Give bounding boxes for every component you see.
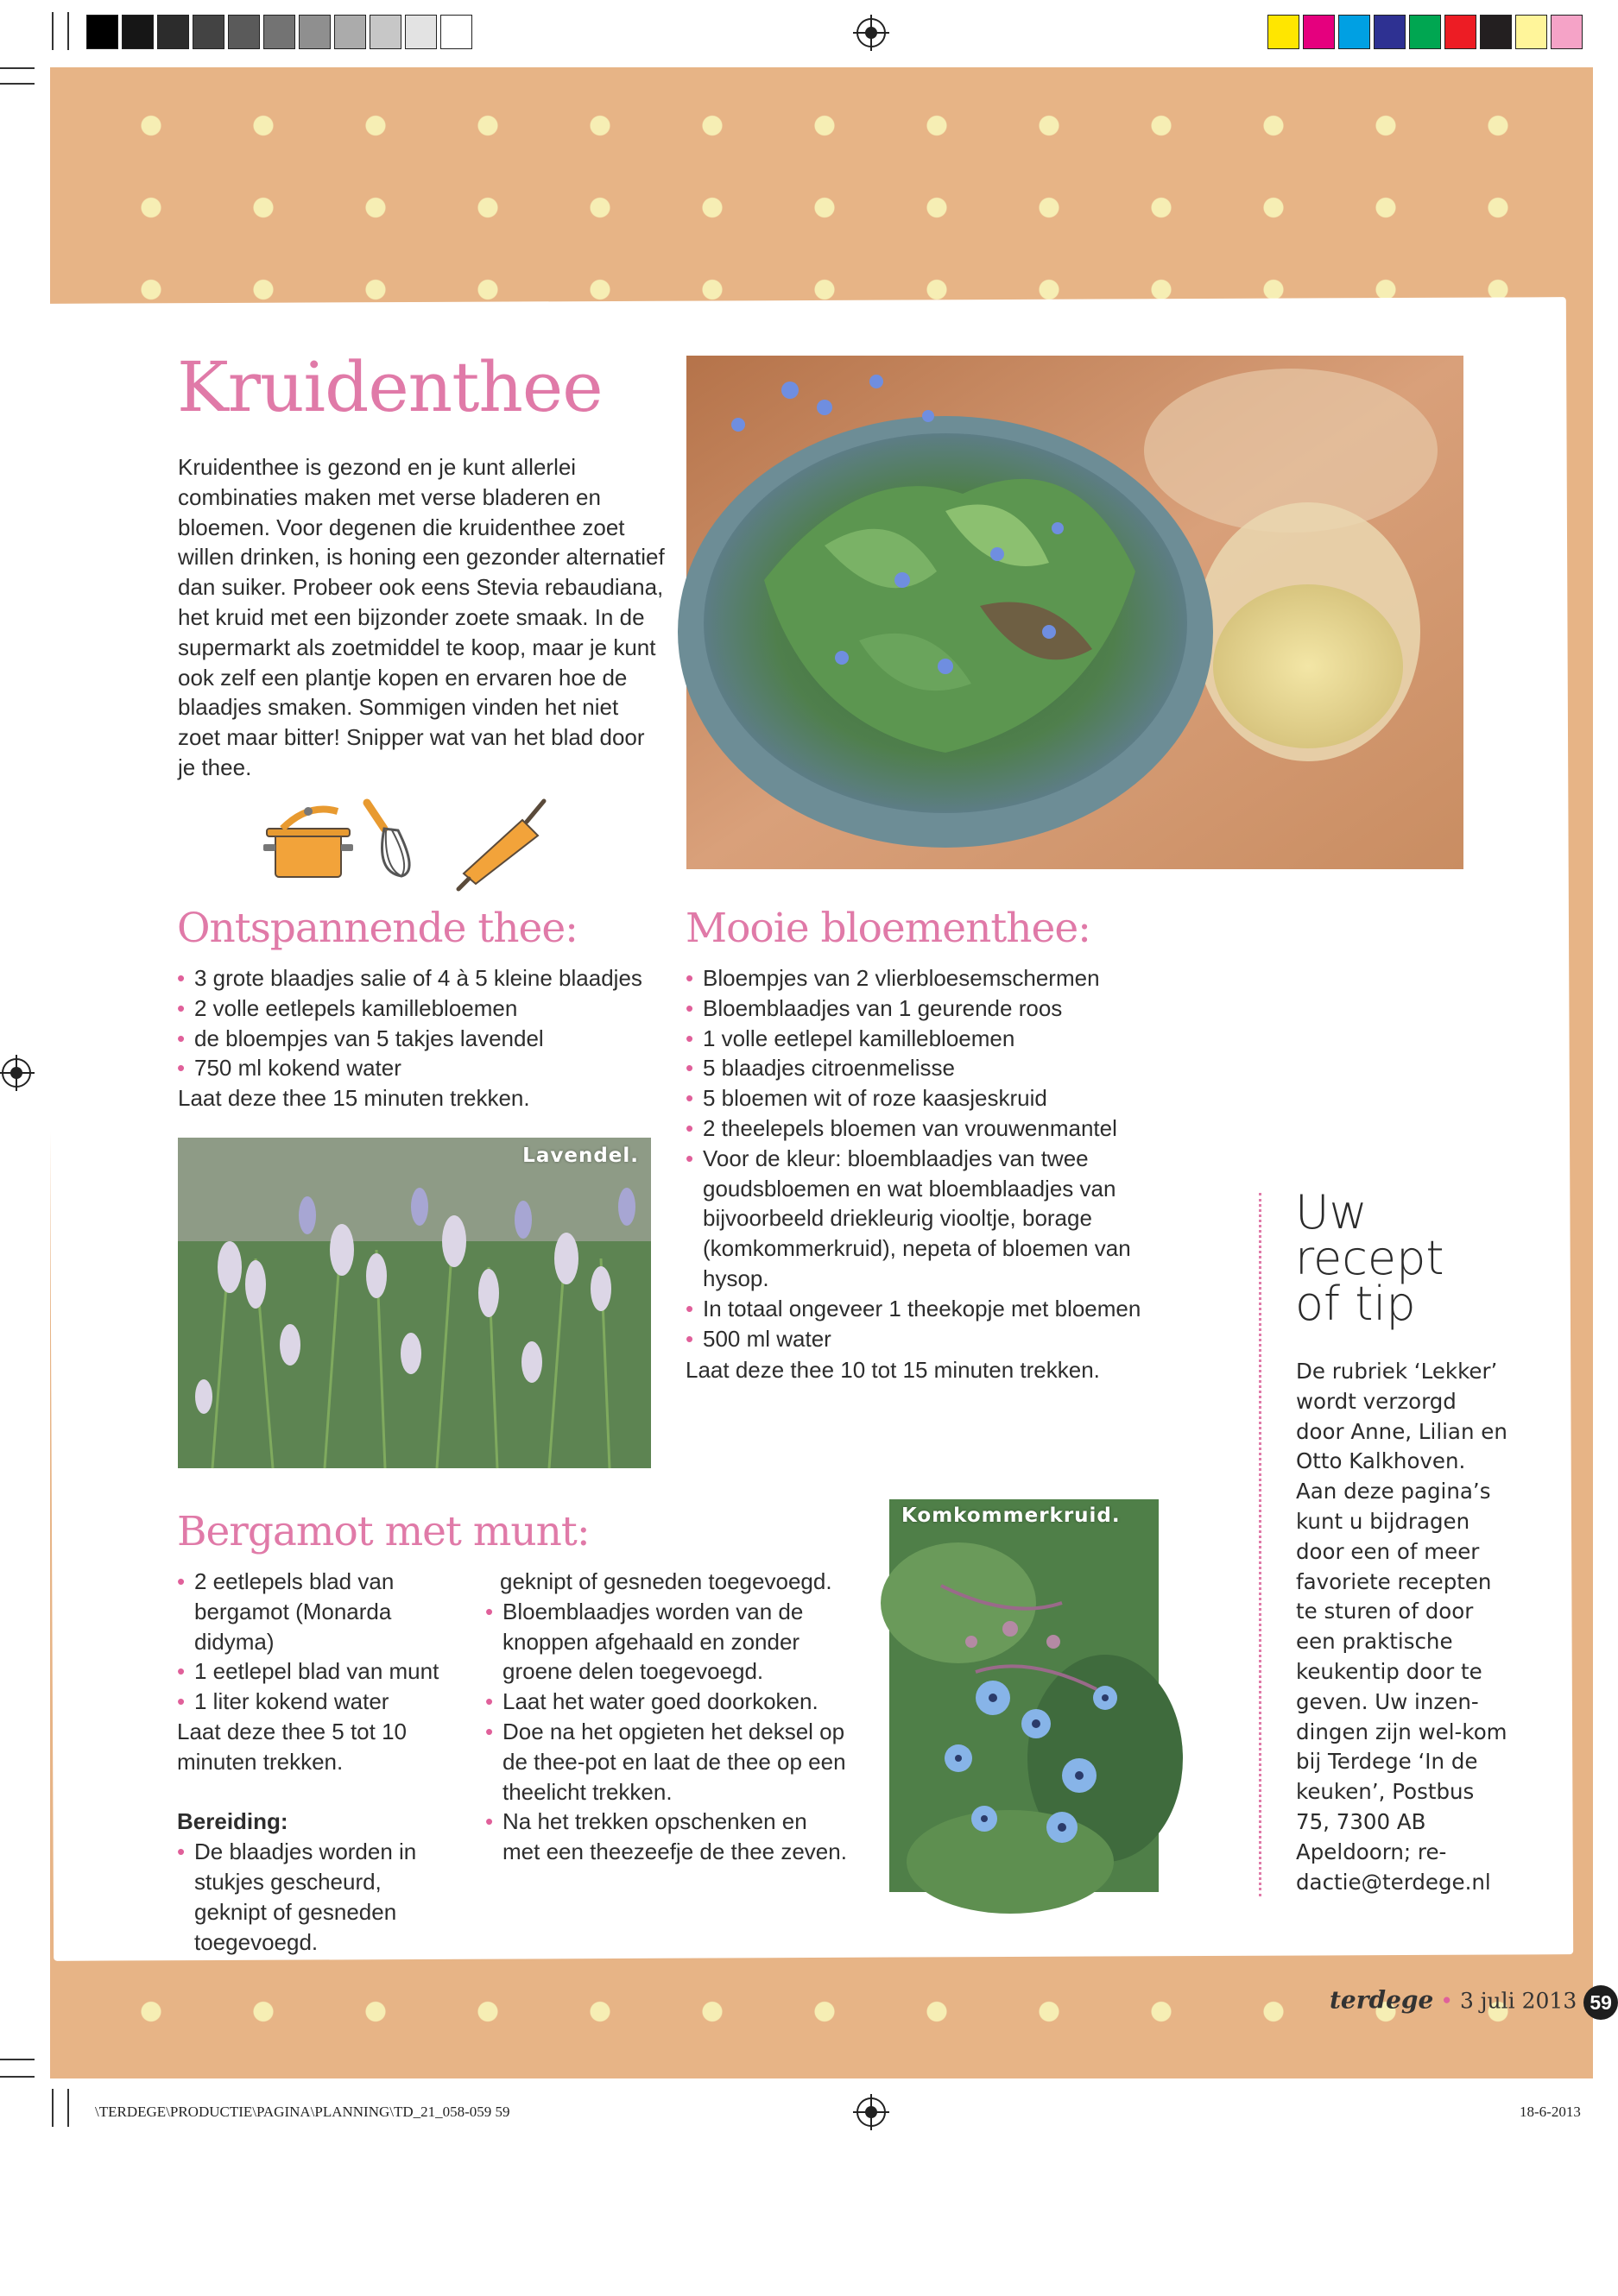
bergamot-ingredients-list [177,1567,458,1717]
intro-paragraph: Kruidenthee is gezond en je kunt allerlei combinaties maken met verse bladeren en bloemen. Voor degenen die kruidenthee zoet willen drinken, is honing een gezonder alternatief dan suiker. Probeer ook eens Stevia rebaudiana, het kruid met een bijzonder zoete smaak. In de supermarkt als zoetmiddel te koop, maar je kunt ook zelf een plantje kopen en ervaren hoe de blaadjes smaken. Sommigen vinden het niet zoet maar bitter! Snipper wat van het blad door je thee. [178,454,665,780]
color-swatch [1374,15,1406,49]
rolling-pin-icon [458,801,544,889]
bereiding-label: Bereiding: [177,1808,288,1835]
bloementhee-note: Laat deze thee 10 tot 15 minuten trekken. [686,1357,1100,1383]
bergamot-left-column [177,1567,462,1955]
color-swatch [122,15,154,49]
crop-mark [0,2076,35,2078]
sidebar-body: De rubriek ‘Lekker’ wordt verzorgd door Anne, Lilian en Otto Kalkhoven. Aan deze pagina’s kunt u bijdragen door een of meer favoriete recepten te sturen of door een praktische keukentip door te geven. Uw inzen-dingen zijn wel-kom bij Terdege ‘In de keuken’, Postbus 75, 7300 AB Apeldoorn; re-dactie@terdege.nl [1296,1359,1507,1895]
color-swatch [1551,15,1583,49]
list-item: • Bloemblaadjes van 1 geurende roos [686,993,1169,1024]
registration-mark-top [856,18,886,47]
list-item: • Laat het water goed doorkoken. [485,1687,865,1717]
color-swatch [405,15,437,49]
page-number: 59 [1583,1985,1618,2020]
photo-caption-komkommerkruid: Komkommerkruid. [901,1504,1121,1527]
list-item: • 750 ml kokend water [177,1053,660,1083]
color-swatch [1480,15,1512,49]
list-item: • De blaadjes worden in stukjes gescheurd, geknipt of gesneden toegevoegd. [177,1837,419,1897]
bloementhee-ingredients-list [686,963,1169,1353]
bergamot-note: Laat deze thee 5 tot 10 minuten trekken. [177,1718,407,1775]
print-slug: \TERDEGE\PRODUCTIE\PAGINA\PLANNING\TD_21_058-059 59 [95,2104,510,2120]
borage-photo [889,1499,1159,1892]
bergamot-right-column [485,1567,865,1867]
section-title-bergamot: Bergamot met munt: [177,1508,590,1555]
herb-tea-bowl-photo [686,356,1463,869]
color-swatch [334,15,366,49]
page-footer [1330,1985,1618,2020]
crop-mark [52,12,54,50]
crop-mark [0,83,35,85]
list-item: • 1 eetlepel blad van munt [177,1656,458,1687]
bereiding-steps-list [177,1837,419,1955]
registration-mark-left [2,1058,31,1088]
print-date: 18-6-2013 [1520,2104,1581,2120]
ontspannende-note: Laat deze thee 15 minuten trekken. [178,1085,530,1111]
ontspannende-ingredients-list [177,963,660,1083]
list-item: • de bloempjes van 5 takjes lavendel [177,1024,660,1054]
bereiding-steps-list-continued [485,1597,865,1867]
cooking-pot-icon [263,807,353,877]
brand-logo: terdege [1330,1985,1434,2015]
list-item: • 2 eetlepels blad van bergamot (Monarda didyma) [177,1567,401,1656]
list-item: • Na het trekken opschenken en met een theezeefje de thee zeven. [485,1807,848,1867]
section-title-ontspannende: Ontspannende thee: [177,905,578,952]
crop-mark [67,12,69,50]
color-swatch [1303,15,1335,49]
list-item: • Doe na het opgieten het deksel op de thee-pot en laat de thee op een theelicht trekken. [485,1717,865,1807]
crop-mark [67,2089,69,2127]
color-swatch [440,15,472,49]
whisk-icon [367,803,409,876]
kitchen-icons [263,794,548,889]
color-swatch [263,15,295,49]
crop-mark [0,67,35,69]
footer-separator: • [1440,1988,1453,2014]
photo-caption-lavendel: Lavendel. [522,1145,639,1167]
crop-mark [0,2059,35,2060]
color-swatch [1444,15,1476,49]
sidebar-title: Uw recept of tip [1295,1185,1444,1331]
sidebar-divider [1259,1193,1261,1896]
color-swatch [1409,15,1441,49]
list-item: • 5 bloemen wit of roze kaasjeskruid [686,1083,1169,1113]
color-swatch [228,15,260,49]
list-item: • 2 theelepels bloemen van vrouwenmantel [686,1113,1169,1144]
color-swatch [1338,15,1370,49]
list-item: • 500 ml water [686,1324,1169,1354]
color-swatch [157,15,189,49]
issue-date: 3 juli 2013 [1459,1988,1577,2014]
list-item: • 3 grote blaadjes salie of 4 à 5 kleine blaadjes [177,963,660,993]
list-item: • 1 volle eetlepel kamillebloemen [686,1024,1169,1054]
color-swatch [370,15,401,49]
color-swatch [193,15,224,49]
registration-mark-bottom [856,2097,886,2127]
list-item: • Bloempjes van 2 vlierbloesemschermen [686,963,1169,993]
section-title-bloementhee: Mooie bloementhee: [686,905,1091,952]
list-item: • In totaal ongeveer 1 theekopje met bloemen [686,1294,1169,1324]
list-item: • 5 blaadjes citroenmelisse [686,1053,1169,1083]
list-item: • Bloemblaadjes worden van de knoppen afgehaald en zonder groene delen toegevoegd. [485,1597,839,1687]
list-item: • 2 volle eetlepels kamillebloemen [177,993,660,1024]
list-item: • 1 liter kokend water [177,1687,458,1717]
color-swatch [299,15,331,49]
page-title: Kruidenthee [177,347,603,427]
crop-mark [52,2089,54,2127]
list-item: • Voor de kleur: bloemblaadjes van twee goudsbloemen en wat bloemblaadjes van bijvoorbeeld driekleurig viooltje, borage (komkommerkruid), nepeta of bloemen van hysop. [686,1144,1169,1294]
color-swatch [1515,15,1547,49]
bereiding-step-continuation: geknipt of gesneden toegevoegd. [500,1568,832,1594]
lavender-photo [178,1138,651,1468]
color-swatch [1267,15,1299,49]
color-swatch [86,15,118,49]
